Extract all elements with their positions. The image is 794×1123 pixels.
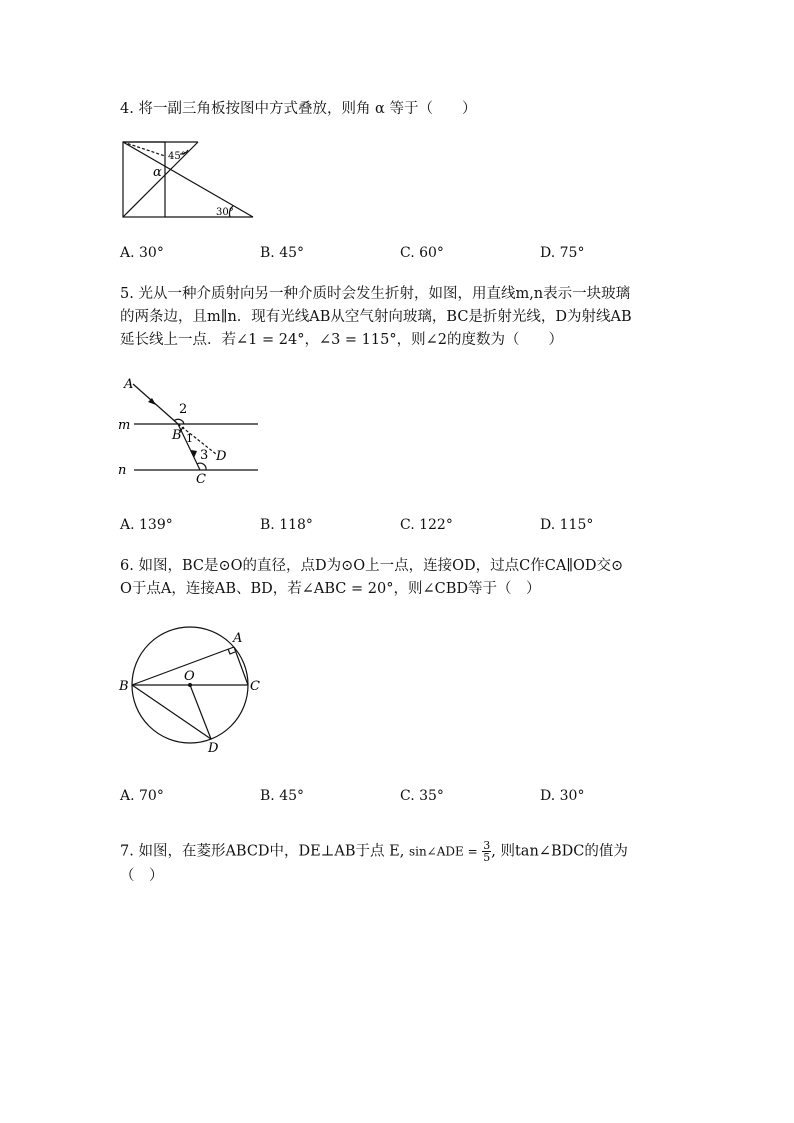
- q6-chord-ba: [132, 647, 234, 685]
- q6-stem-line1: 6. 如图，BC是⊙O的直径，点D为⊙O上一点，连接OD，过点C作CA∥OD交⊙: [120, 558, 624, 574]
- q7-stem-line2: （ ）: [120, 868, 164, 884]
- q5-figure: [118, 372, 263, 487]
- q4-label-45: 45°: [168, 151, 186, 162]
- q7-sin-label: sin∠ADE =: [408, 844, 478, 859]
- q7-stem-part2: , 则tan∠BDC的值为: [491, 843, 628, 860]
- q5-stem-line2: 的两条边，且m∥n．现有光线AB从空气射向玻璃，BC是折射光线，D为射线AB: [120, 309, 632, 325]
- q4-option-a[interactable]: A. 30°: [120, 245, 164, 261]
- q7-fraction: [482, 840, 491, 863]
- q5-stem-line3: 延长线上一点．若∠1 = 24°，∠3 = 115°，则∠2的度数为（ ）: [120, 332, 563, 348]
- q6-radius-od: [190, 685, 211, 739]
- q4-option-c[interactable]: C. 60°: [400, 245, 444, 261]
- q5-option-a[interactable]: A. 139°: [120, 517, 173, 533]
- q6-option-d[interactable]: D. 30°: [540, 788, 585, 804]
- q7-stem-part1: 7. 如图，在菱形ABCD中，DE⊥AB于点 E,: [120, 843, 405, 860]
- q5-label-a: A: [124, 377, 134, 392]
- q6-right-angle-mark: [228, 649, 235, 654]
- q7-frac-num: 3: [483, 839, 491, 852]
- q5-option-c[interactable]: C. 122°: [400, 517, 453, 533]
- q7-stem-line1: [120, 840, 628, 863]
- q4-hypotenuse-30: [123, 142, 253, 217]
- q5-label-c: C: [196, 472, 206, 487]
- q6-label-b: B: [119, 679, 129, 694]
- q6-option-b[interactable]: B. 45°: [260, 788, 305, 804]
- q4-figure: [120, 140, 260, 220]
- q6-label-o: O: [184, 669, 195, 684]
- q5-option-b[interactable]: B. 118°: [260, 517, 313, 533]
- q4-stem: 4. 将一副三角板按图中方式叠放，则角 α 等于（ ）: [120, 101, 477, 117]
- q6-option-c[interactable]: C. 35°: [400, 788, 444, 804]
- q6-option-a[interactable]: A. 70°: [120, 788, 164, 804]
- q4-label-30: 30°: [216, 207, 234, 218]
- q5-option-d[interactable]: D. 115°: [540, 517, 594, 533]
- q5-label-d: D: [216, 449, 227, 464]
- q5-label-b: B: [172, 428, 182, 443]
- q4-option-b[interactable]: B. 45°: [260, 245, 305, 261]
- q6-chord-bd: [132, 685, 211, 739]
- q5-dashed-bd: [178, 424, 216, 454]
- q5-label-n: n: [118, 463, 127, 478]
- q5-stem-line1: 5. 光从一种介质射向另一种介质时会发生折射，如图，用直线m,n表示一块玻璃: [120, 286, 631, 302]
- q5-label-m: m: [118, 418, 131, 433]
- q6-label-a: A: [233, 631, 243, 646]
- q5-ray-ab: [133, 384, 178, 424]
- q5-label-3: 3: [200, 448, 209, 463]
- q6-chord-ac: [234, 647, 248, 685]
- q4-label-alpha: α: [153, 165, 162, 180]
- q6-label-c: C: [250, 679, 260, 694]
- q5-label-2: 2: [179, 402, 188, 417]
- q6-stem-line2: O于点A，连接AB、BD，若∠ABC = 20°，则∠CBD等于（ ）: [120, 581, 541, 597]
- q7-frac-den: 5: [483, 851, 491, 864]
- q6-label-d: D: [208, 741, 219, 756]
- q5-label-1: 1: [186, 432, 193, 445]
- q4-option-d[interactable]: D. 75°: [540, 245, 585, 261]
- q6-figure: [118, 625, 268, 760]
